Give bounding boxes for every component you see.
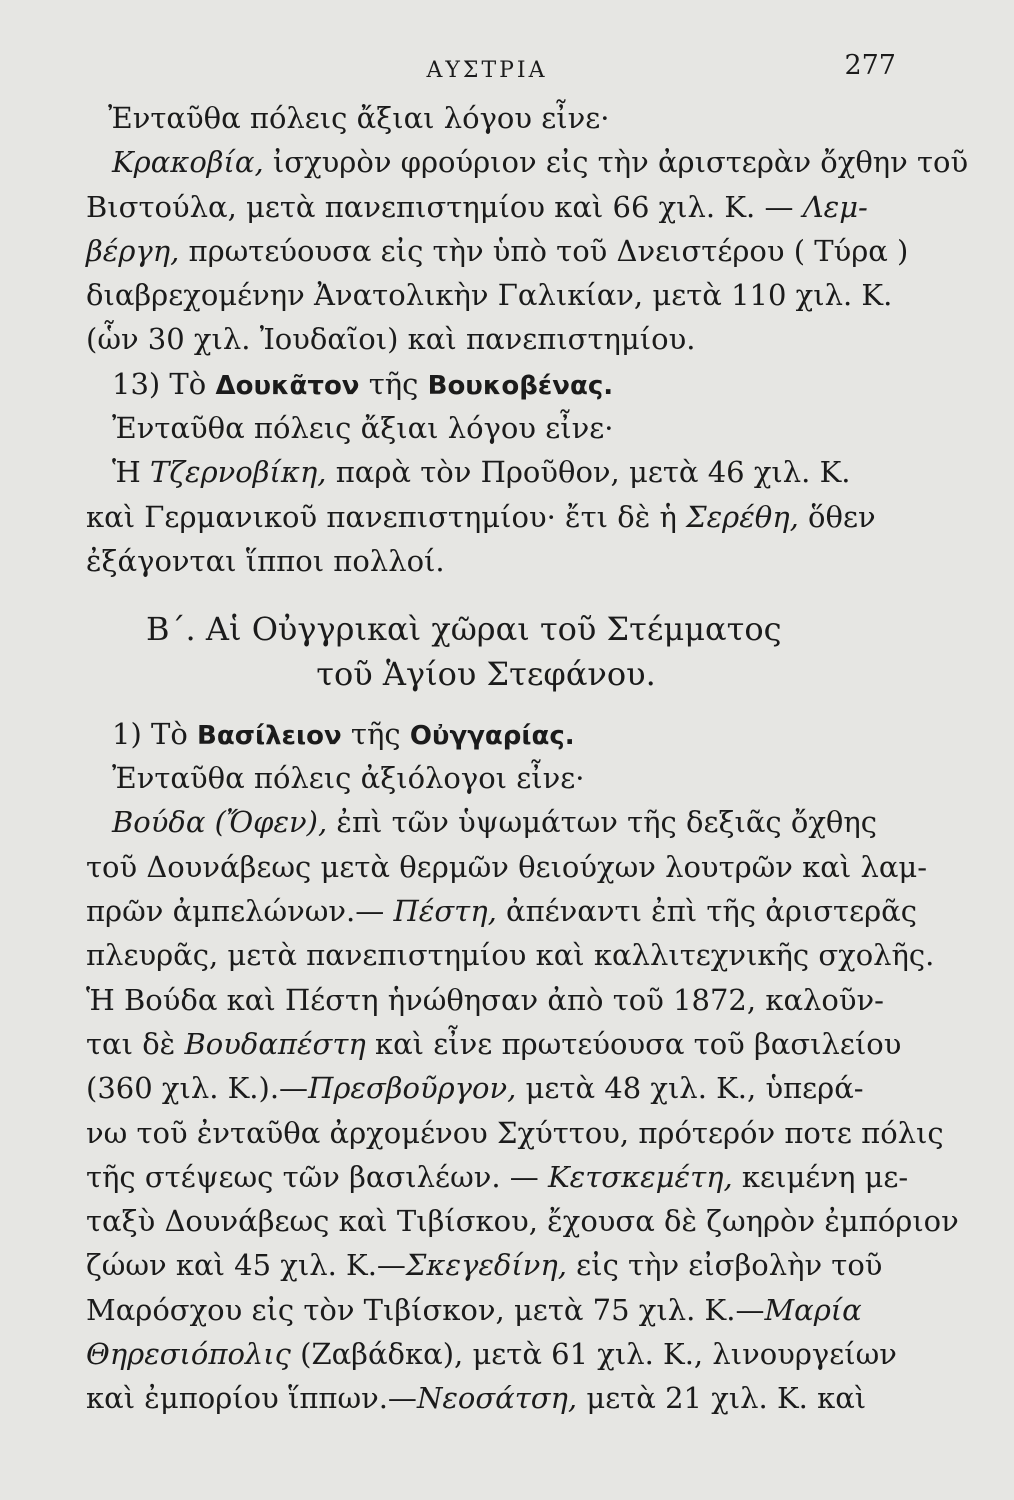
page-header <box>90 50 896 90</box>
chapter-subheading: τοῦ Ἁγίου Στεφάνου. <box>316 654 656 693</box>
text-line: καὶ Γερμανικοῦ πανεπιστημίου· ἔτι δὲ ἡ Σερέθη, ὅθεν <box>86 499 876 534</box>
text-line: Ἡ Τζερνοβίκη, παρὰ τὸν Προῦθον, μετὰ 46 χιλ. Κ. <box>112 455 851 490</box>
text-line: Κρακοβία, ἰσχυρὸν φρούριον εἰς τὴν ἀριστερὰν ὄχθην τοῦ <box>112 145 969 180</box>
text-line: τοῦ Δουνάβεως μετὰ θερμῶν θειούχων λουτρῶν καὶ λαμ- <box>86 849 928 884</box>
text-line: βέργη, πρωτεύουσα εἰς τὴν ὑπὸ τοῦ Δνειστέρου ( Τύρα ) <box>86 233 909 268</box>
text-line: Θηρεσιόπολις (Ζαβάδκα), μετὰ 61 χιλ. Κ., λινουργείων <box>86 1337 897 1372</box>
text-line: Βιστούλα, μετὰ πανεπιστημίου καὶ 66 χιλ. Κ. — Λεμ- <box>86 189 868 224</box>
text-line: πλευρᾶς, μετὰ πανεπιστημίου καὶ καλλιτεχνικῆς σχολῆς. <box>86 938 935 973</box>
text-line: Μαρόσχου εἰς τὸν Τιβίσκον, μετὰ 75 χιλ. Κ.—Μαρία <box>86 1292 862 1327</box>
chapter-heading: Β΄. Αἱ Οὐγγρικαὶ χῶραι τοῦ Στέμματος <box>146 610 782 649</box>
page-number: 277 <box>844 50 896 81</box>
text-line: ταξὺ Δουνάβεως καὶ Τιβίσκου, ἔχουσα δὲ ζωηρὸν ἐμπόριον <box>86 1204 959 1239</box>
text-line: Βούδα (Ὄφεν), ἐπὶ τῶν ὑψωμάτων τῆς δεξιᾶς ὄχθης <box>112 805 877 840</box>
text-line: τῆς στέψεως τῶν βασιλέων. — Κετσκεμέτη, κειμένη με- <box>86 1159 909 1194</box>
text-line: νω τοῦ ἐνταῦθα ἀρχομένου Σχύττου, πρότερόν ποτε πόλις <box>86 1115 944 1150</box>
section-heading-1: 1) Τὸ Βασίλειον τῆς Οὐγγαρίας. <box>112 716 575 751</box>
text-line: (360 χιλ. Κ.).—Πρεσβοῦργον, μετὰ 48 χιλ. Κ., ὑπερά- <box>86 1071 864 1106</box>
text-line: πρῶν ἀμπελώνων.— Πέστη, ἀπέναντι ἐπὶ τῆς ἀριστερᾶς <box>86 894 917 929</box>
running-head: ΑΥΣΤΡΙΑ <box>426 58 548 83</box>
text-line: ζώων καὶ 45 χιλ. Κ.—Σκεγεδίνη, εἰς τὴν εἰσβολὴν τοῦ <box>86 1248 883 1283</box>
text-line: διαβρεχομένην Ἀνατολικὴν Γαλικίαν, μετὰ 110 χιλ. Κ. <box>86 278 893 313</box>
body-text <box>86 96 969 1421</box>
text-line: ἐξάγονται ἵπποι πολλοί. <box>86 543 445 578</box>
text-line: Ἐνταῦθα πόλεις ἄξιαι λόγου εἶνε· <box>108 101 610 135</box>
text-line: Ἡ Βούδα καὶ Πέστη ἡνώθησαν ἀπὸ τοῦ 1872, καλοῦν- <box>86 982 884 1017</box>
text-line: (ὧν 30 χιλ. Ἰουδαῖοι) καὶ πανεπιστημίου. <box>86 322 696 357</box>
text-line: ται δὲ Βουδαπέστη καὶ εἶνε πρωτεύουσα τοῦ βασιλείου <box>86 1026 902 1061</box>
section-heading-13: 13) Τὸ Δουκᾶτον τῆς Βουκοβένας. <box>112 366 614 401</box>
text-line: Ἐνταῦθα πόλεις ἄξιαι λόγου εἶνε· <box>112 411 614 446</box>
text-line: Ἐνταῦθα πόλεις ἀξιόλογοι εἶνε· <box>112 761 585 796</box>
text-line: καὶ ἐμπορίου ἵππων.—Νεοσάτση, μετὰ 21 χιλ. Κ. καὶ <box>86 1381 867 1416</box>
